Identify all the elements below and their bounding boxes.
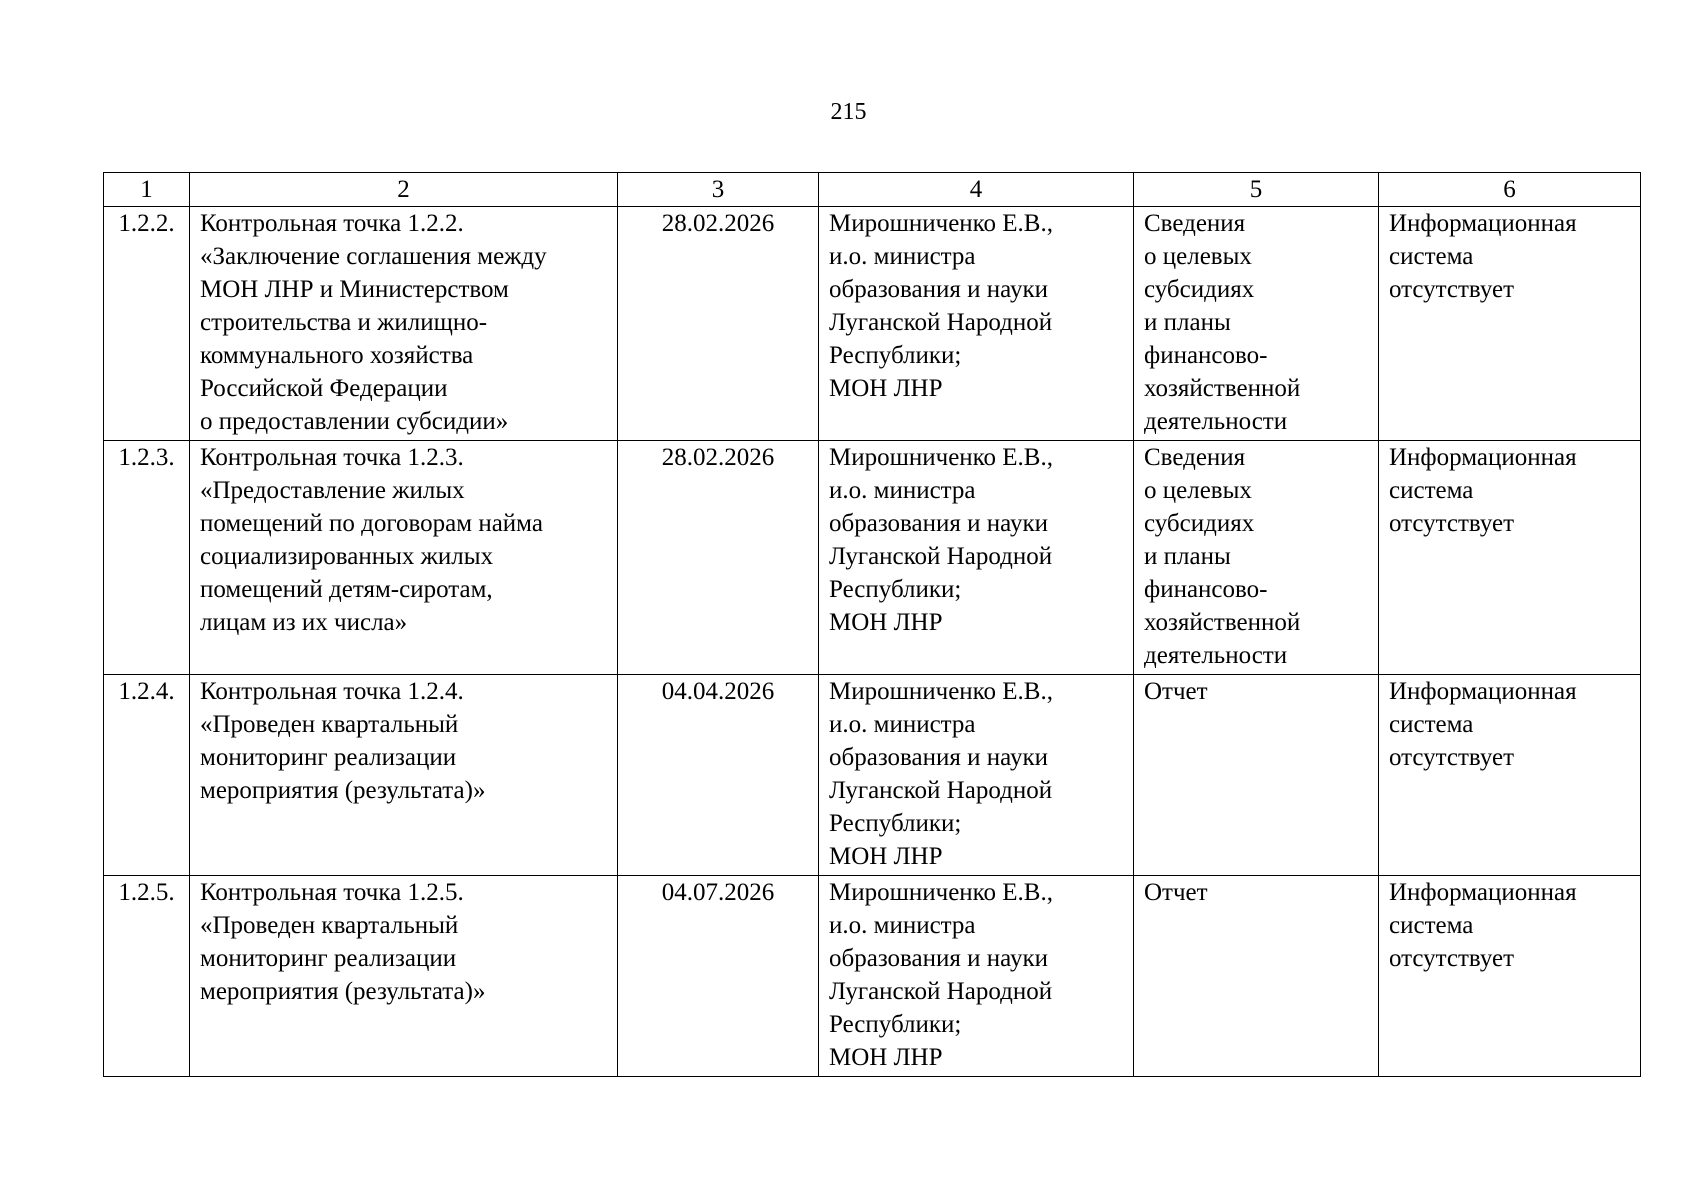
control-points-table bbox=[103, 172, 1641, 1077]
row-number: 1.2.3. bbox=[104, 441, 190, 675]
control-point-description: Контрольная точка 1.2.3. «Предоставление жилых помещений по договорам найма социализированных жилых помещений детям-сиротам, лицам из их числа» bbox=[190, 441, 618, 675]
responsible-person: Мирошниченко Е.В., и.о. министра образования и науки Луганской Народной Республики; МОН ЛНР bbox=[819, 207, 1134, 441]
column-header: 1 bbox=[104, 173, 190, 207]
due-date: 04.07.2026 bbox=[618, 876, 819, 1077]
page-number: 215 bbox=[830, 99, 867, 125]
information-system: Информационная система отсутствует bbox=[1379, 876, 1641, 1077]
control-point-description: Контрольная точка 1.2.5. «Проведен квартальный мониторинг реализации мероприятия (результата)» bbox=[190, 876, 618, 1077]
row-number: 1.2.4. bbox=[104, 675, 190, 876]
information-system: Информационная система отсутствует bbox=[1379, 441, 1641, 675]
table-row bbox=[104, 876, 1641, 1077]
column-header: 2 bbox=[190, 173, 618, 207]
responsible-person: Мирошниченко Е.В., и.о. министра образования и науки Луганской Народной Республики; МОН ЛНР bbox=[819, 441, 1134, 675]
information-system: Информационная система отсутствует bbox=[1379, 207, 1641, 441]
row-number: 1.2.2. bbox=[104, 207, 190, 441]
supporting-document: Отчет bbox=[1134, 876, 1379, 1077]
table-row bbox=[104, 207, 1641, 441]
table-header-row bbox=[104, 173, 1641, 207]
responsible-person: Мирошниченко Е.В., и.о. министра образования и науки Луганской Народной Республики; МОН ЛНР bbox=[819, 675, 1134, 876]
control-point-description: Контрольная точка 1.2.2. «Заключение соглашения между МОН ЛНР и Министерством строительства и жилищно- коммунального хозяйства Российской Федерации о предоставлении субсидии» bbox=[190, 207, 618, 441]
supporting-document: Сведения о целевых субсидиях и планы финансово- хозяйственной деятельности bbox=[1134, 207, 1379, 441]
due-date: 04.04.2026 bbox=[618, 675, 819, 876]
column-header: 3 bbox=[618, 173, 819, 207]
table-row bbox=[104, 675, 1641, 876]
supporting-document: Отчет bbox=[1134, 675, 1379, 876]
supporting-document: Сведения о целевых субсидиях и планы финансово- хозяйственной деятельности bbox=[1134, 441, 1379, 675]
row-number: 1.2.5. bbox=[104, 876, 190, 1077]
column-header: 4 bbox=[819, 173, 1134, 207]
due-date: 28.02.2026 bbox=[618, 441, 819, 675]
information-system: Информационная система отсутствует bbox=[1379, 675, 1641, 876]
column-header: 5 bbox=[1134, 173, 1379, 207]
due-date: 28.02.2026 bbox=[618, 207, 819, 441]
responsible-person: Мирошниченко Е.В., и.о. министра образования и науки Луганской Народной Республики; МОН ЛНР bbox=[819, 876, 1134, 1077]
table-row bbox=[104, 441, 1641, 675]
column-header: 6 bbox=[1379, 173, 1641, 207]
control-point-description: Контрольная точка 1.2.4. «Проведен квартальный мониторинг реализации мероприятия (результата)» bbox=[190, 675, 618, 876]
